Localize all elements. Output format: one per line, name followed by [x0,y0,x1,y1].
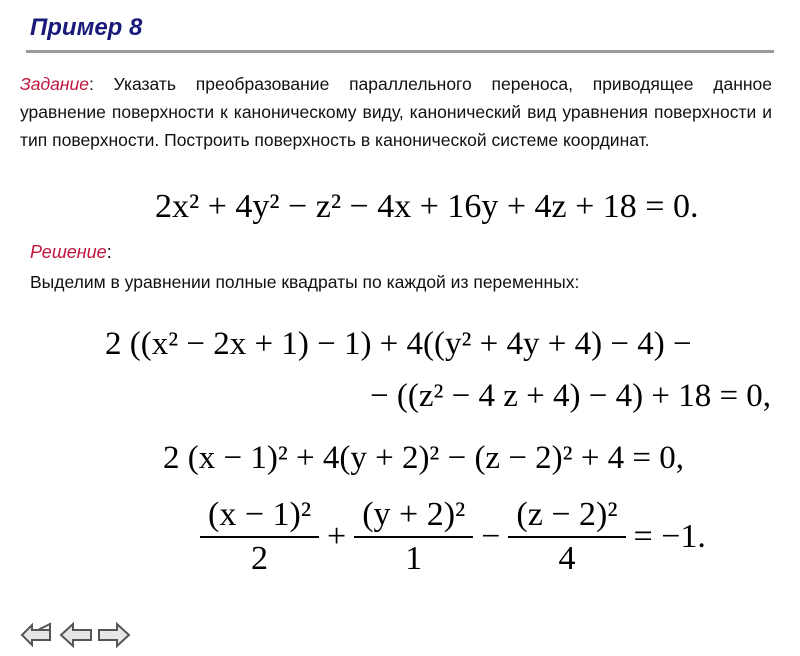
prev-arrow-icon[interactable] [58,620,94,650]
fraction-x [200,496,319,578]
fraction-z-denominator: 4 [508,536,625,578]
step-line-1: 2 ((x² − 2x + 1) − 1) + 4((y² + 4y + 4) − 4) − [105,326,692,362]
task-paragraph [20,70,772,154]
step-line-3: 2 (x − 1)² + 4(y + 2)² − (z − 2)² + 4 = 0, [163,440,685,476]
canonical-equation [200,496,714,578]
fraction-y [354,496,473,578]
solution-label: Решение [30,242,107,262]
next-arrow-icon[interactable] [96,620,132,650]
fraction-y-denominator: 1 [354,536,473,578]
page-title: Пример 8 [30,14,143,41]
fraction-x-denominator: 2 [200,536,319,578]
solution-heading [30,242,112,263]
operator-minus: − [481,518,501,555]
task-label: Задание [20,74,89,94]
main-equation: 2x² + 4y² − z² − 4x + 16y + 4z + 18 = 0. [155,188,699,225]
fraction-z-numerator: (z − 2)² [516,496,618,533]
fraction-z [508,496,625,578]
task-text: : Указать преобразование параллельного переноса, приводящее данное уравнение поверхности к каноническому виду, канонический вид уравнения поверхности и тип поверхности. Построить поверхность в канонической системе координат. [20,74,772,150]
step-line-2: − ((z² − 4 z + 4) − 4) + 18 = 0, [370,378,772,414]
fraction-y-numerator: (y + 2)² [362,496,466,533]
return-arrow-icon[interactable] [18,620,56,650]
solution-text: Выделим в уравнении полные квадраты по каждой из переменных: [30,272,580,292]
solution-colon: : [106,242,112,262]
title-divider [26,50,774,53]
fraction-x-numerator: (x − 1)² [208,496,312,533]
navigation-bar [18,620,132,650]
right-hand-side: = −1. [633,518,706,555]
operator-plus: + [327,518,347,555]
